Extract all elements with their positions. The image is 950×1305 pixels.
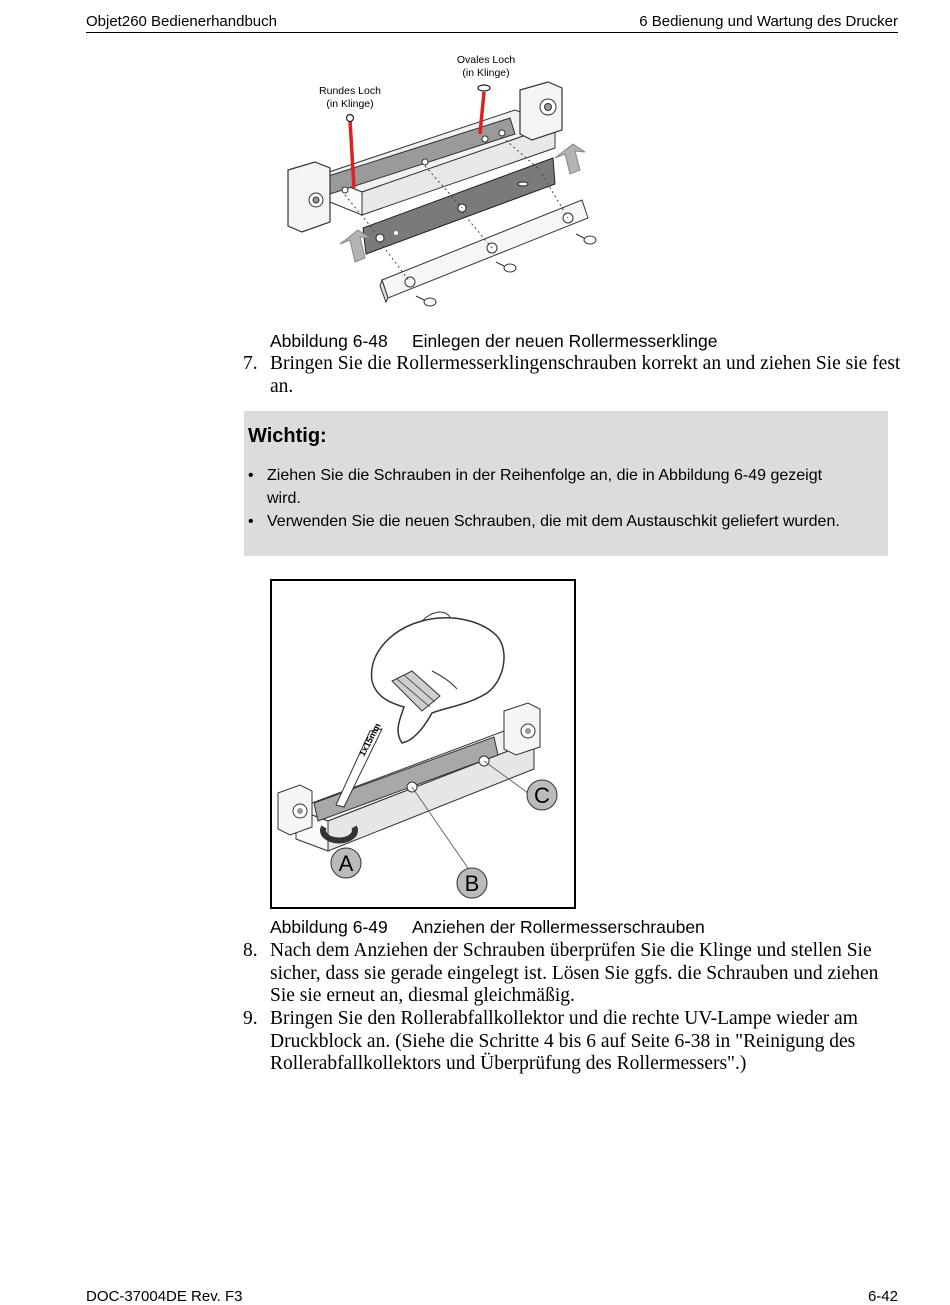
- callout-c: C: [534, 783, 550, 808]
- figure-tighten-screws: [270, 579, 576, 909]
- round-hole-label-line2: (in Klinge): [326, 98, 374, 110]
- step-9-number: 9.: [243, 1008, 258, 1029]
- important-note-title: Wichtig:: [248, 425, 327, 447]
- callout-a: A: [338, 851, 354, 876]
- page-header: [86, 10, 898, 33]
- figure-6-48-caption: [270, 331, 717, 352]
- step-9: [243, 1008, 903, 1076]
- oval-hole-label-line2: (in Klinge): [462, 67, 510, 79]
- step-7-text: Bringen Sie die Rollermesserklingenschrauben korrekt an und ziehen Sie sie fest an.: [270, 353, 901, 397]
- step-8-number: 8.: [243, 940, 258, 961]
- figure-6-49-caption: [270, 917, 705, 938]
- important-note-item: • Verwenden Sie die neuen Schrauben, die mit dem Austauschkit geliefert wurden.: [244, 510, 857, 533]
- round-hole-label-line1: Rundes Loch: [319, 85, 381, 97]
- footer-doc-id: DOC-37004DE Rev. F3: [86, 1288, 243, 1305]
- step-7: [243, 353, 903, 398]
- header-manual-title: Objet260 Bedienerhandbuch: [86, 13, 277, 30]
- callout-b: B: [464, 871, 480, 896]
- important-note-item: • Ziehen Sie die Schrauben in der Reihenfolge an, die in Abbildung 6-49 gezeigt wird.: [244, 464, 857, 510]
- figure-6-49-title: Anziehen der Rollermesserschrauben: [412, 917, 705, 937]
- screwdriver-size-label: 1x15mm: [356, 721, 383, 758]
- blade-insertion-illustration: [270, 50, 610, 325]
- bullet-icon: •: [248, 513, 254, 530]
- step-9-text: Bringen Sie den Rollerabfallkollektor und die rechte UV-Lampe wieder am Druckblock an. (Siehe die Schritte 4 bis 6 auf Seite 6-38 in "Reinigung des Rollerabfallkollektors und Überprüfung des Rollermessers".): [270, 1008, 858, 1074]
- step-8: [243, 940, 903, 1008]
- header-chapter-title: 6 Bedienung und Wartung des Drucker: [639, 13, 898, 30]
- step-8-text: Nach dem Anziehen der Schrauben überprüfen Sie die Klinge und stellen Sie sicher, dass sie gerade eingelegt ist. Lösen Sie ggfs. die Schrauben und ziehen Sie sie erneut an, diesmal gleichmäßig.: [270, 940, 879, 1006]
- oval-hole-label-line1: Ovales Loch: [456, 54, 516, 66]
- tighten-screws-illustration: [272, 581, 574, 907]
- step-7-number: 7.: [243, 353, 258, 374]
- figure-6-48-title: Einlegen der neuen Rollermesserklinge: [412, 331, 718, 351]
- figure-blade-insertion: [270, 50, 610, 325]
- figure-6-48-number: Abbildung 6-48: [270, 331, 388, 351]
- figure-6-49-number: Abbildung 6-49: [270, 917, 388, 937]
- important-note-list: [244, 464, 857, 533]
- bullet-icon: •: [248, 467, 254, 484]
- important-note-box: [244, 411, 888, 556]
- footer-page-number: 6-42: [867, 1288, 898, 1305]
